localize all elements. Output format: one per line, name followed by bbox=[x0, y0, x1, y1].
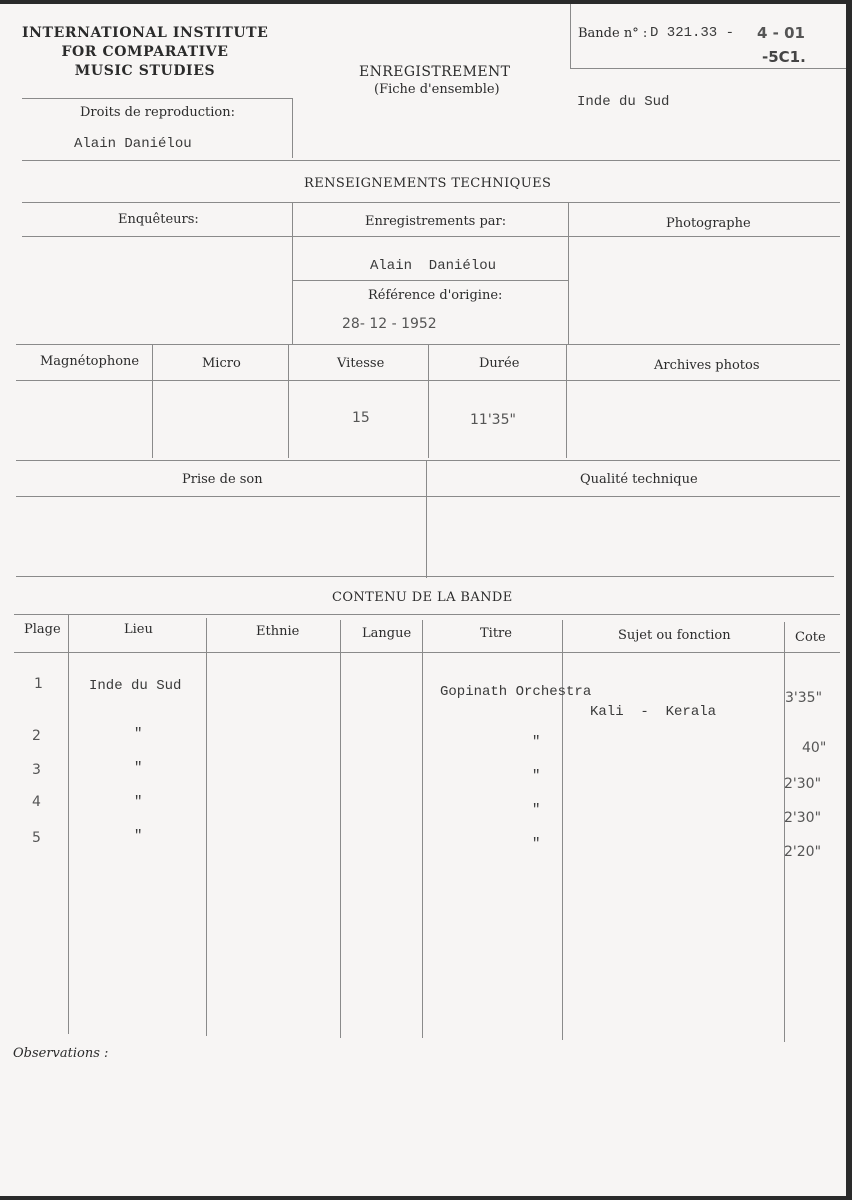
photographe-label: Photographe bbox=[666, 216, 751, 231]
row-4-cote: 2'30" bbox=[784, 810, 822, 826]
bande-handwritten-2: -5C1. bbox=[762, 48, 806, 66]
row-1-sujet: Kali - Kerala bbox=[590, 704, 717, 720]
row-2-plage: 2 bbox=[32, 728, 41, 744]
col-langue: Langue bbox=[362, 626, 412, 641]
form-title: ENREGISTREMENT bbox=[359, 64, 511, 80]
technique-title: RENSEIGNEMENTS TECHNIQUES bbox=[304, 176, 552, 191]
row-3-lieu: " bbox=[134, 760, 143, 776]
magnetophone-label: Magnétophone bbox=[40, 354, 140, 369]
droits-value: Alain Daniélou bbox=[74, 136, 192, 152]
row-2-lieu: " bbox=[134, 726, 143, 742]
row-2-titre: " bbox=[532, 734, 541, 750]
row-4-lieu: " bbox=[134, 794, 143, 810]
enregistrements-label: Enregistrements par: bbox=[365, 214, 507, 229]
vitesse-label: Vitesse bbox=[337, 356, 385, 371]
row-3-cote: 2'30" bbox=[784, 776, 822, 792]
row-5-cote: 2'20" bbox=[784, 844, 822, 860]
row-5-plage: 5 bbox=[32, 830, 41, 846]
observations-label: Observations : bbox=[13, 1046, 109, 1061]
micro-label: Micro bbox=[202, 356, 241, 371]
vitesse-value: 15 bbox=[352, 410, 370, 426]
row-1-titre: Gopinath Orchestra bbox=[440, 684, 592, 700]
col-ethnie: Ethnie bbox=[256, 624, 300, 639]
bande-value: D 321.33 - bbox=[650, 25, 735, 41]
col-titre: Titre bbox=[480, 626, 512, 641]
bande-label: Bande n° : bbox=[578, 26, 648, 41]
institute-line-3: MUSIC STUDIES bbox=[74, 63, 216, 79]
contenu-title: CONTENU DE LA BANDE bbox=[332, 590, 513, 605]
duree-value: 11'35" bbox=[470, 412, 516, 428]
region-value: Inde du Sud bbox=[577, 94, 670, 110]
qualite-label: Qualité technique bbox=[580, 472, 698, 487]
col-lieu: Lieu bbox=[124, 622, 153, 637]
row-2-cote: 40" bbox=[802, 740, 827, 756]
record-sheet bbox=[0, 4, 846, 1196]
col-sujet: Sujet ou fonction bbox=[618, 628, 731, 643]
row-1-plage: 1 bbox=[34, 676, 43, 692]
enregistrements-value: Alain Daniélou bbox=[370, 258, 497, 274]
droits-label: Droits de reproduction: bbox=[80, 105, 236, 120]
col-cote: Cote bbox=[795, 630, 826, 645]
row-3-plage: 3 bbox=[32, 762, 41, 778]
institute-line-1: INTERNATIONAL INSTITUTE bbox=[22, 25, 269, 41]
institute-line-2: FOR COMPARATIVE bbox=[61, 44, 229, 60]
reference-label: Référence d'origine: bbox=[368, 288, 503, 303]
row-1-lieu: Inde du Sud bbox=[89, 678, 182, 694]
col-plage: Plage bbox=[24, 622, 61, 637]
bande-handwritten: 4 - 01 bbox=[757, 24, 805, 42]
row-4-plage: 4 bbox=[32, 794, 41, 810]
row-3-titre: " bbox=[532, 768, 541, 784]
row-5-titre: " bbox=[532, 836, 541, 852]
row-4-titre: " bbox=[532, 802, 541, 818]
reference-value: 28- 12 - 1952 bbox=[342, 316, 437, 332]
prise-label: Prise de son bbox=[182, 472, 263, 487]
duree-label: Durée bbox=[479, 356, 520, 371]
row-5-lieu: " bbox=[134, 828, 143, 844]
archives-label: Archives photos bbox=[654, 358, 760, 373]
row-1-cote: 3'35" bbox=[785, 690, 823, 706]
enqueteurs-label: Enquêteurs: bbox=[118, 212, 199, 227]
institute-name bbox=[22, 24, 268, 81]
form-subtitle: (Fiche d'ensemble) bbox=[374, 82, 500, 97]
